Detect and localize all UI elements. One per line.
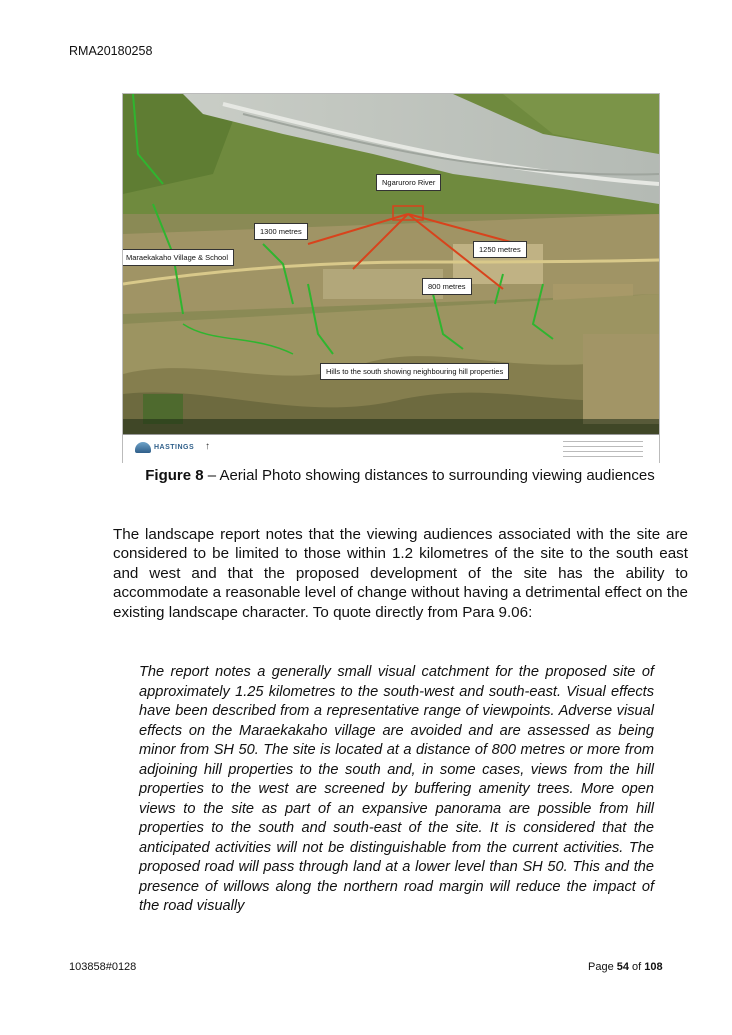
page-current: 54 — [616, 961, 629, 973]
village-label: Maraekakaho Village & School — [123, 249, 234, 266]
quoted-paragraph: The report notes a generally small visual catchment for the proposed site of approximately 1.25 kilometres to the south-west and south-east. Visual effects have been described from a representative range of viewpoints. Adverse visual effects on the Maraekakaho village are avoided and are assessed as being minor from SH 50. The site is located at a distance of 800 metres or more from adjoining hill properties to the south and, in some cases, views from the hill properties to the west are screened by buffering amenity trees. More open views to the site as part of an expansive panorama are possible from hill properties to the south and south-east of the site. It is considered that the anticipated activities will not be distinguishable from the current activities. The proposed road will pass through land at a lower level than SH 50. This and the presence of willows along the northern road margin will reduce the impact of the road visually — [139, 664, 654, 914]
figure-caption-text: – Aerial Photo showing distances to surrounding viewing audiences — [203, 467, 655, 484]
legend-line — [563, 446, 643, 447]
hastings-logo-text: HASTINGS — [154, 444, 195, 451]
hastings-logo-icon — [135, 442, 151, 453]
figure-number: Figure 8 — [145, 467, 204, 484]
hills-label: Hills to the south showing neighbouring hill properties — [320, 363, 509, 380]
north-arrow-icon: ↑ — [205, 441, 210, 452]
document-reference: RMA20180258 — [69, 44, 153, 58]
river-label: Ngaruroro River — [376, 174, 441, 191]
page-prefix: Page — [588, 961, 617, 973]
aerial-photo-figure — [122, 93, 660, 463]
distance-label-800: 800 metres — [422, 278, 472, 295]
hastings-logo — [135, 442, 194, 453]
map-footer — [123, 434, 659, 463]
page-total: 108 — [644, 961, 663, 973]
legend-line — [563, 451, 643, 452]
page-of: of — [629, 961, 645, 973]
body-paragraph: The landscape report notes that the viewing audiences associated with the site are considered to be limited to those within 1.2 kilometres of the site to the south east and west and that the proposed development of the site has the ability to accommodate a reasonable level of change without having a detrimental effect on the existing landscape character. To quote directly from Para 9.06: — [113, 526, 688, 621]
distance-label-1300: 1300 metres — [254, 223, 308, 240]
distance-label-1250: 1250 metres — [473, 241, 527, 258]
page-number — [588, 961, 663, 973]
legend-line — [563, 441, 643, 442]
aerial-photo — [123, 94, 659, 434]
legend-line — [563, 456, 643, 457]
figure-caption — [122, 466, 678, 485]
document-id: 103858#0128 — [69, 961, 137, 973]
